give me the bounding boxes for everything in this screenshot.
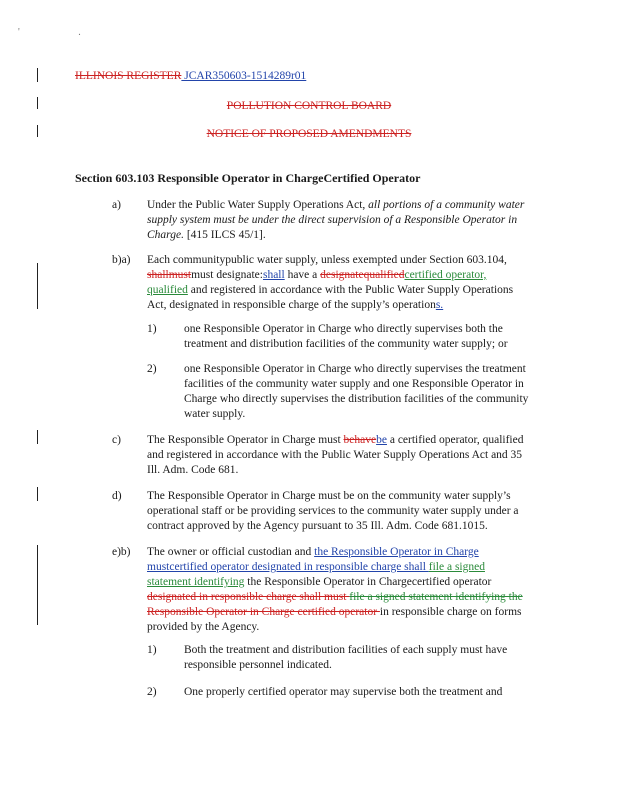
register-inserted: JCAR350603-1514289r01 [181,70,307,82]
scan-specks: ' . [18,27,109,38]
subsection-b-1: 1) one Responsible Operator in Charge who directly supervises both the treatment and distribution facilities of the community water supply; or [147,323,508,350]
subsection-b: b)a) Each communitypublic water supply, unless exempted under Section 603.104, shallmustmust designate:shall have a designatequalifiedcertified operator, qualified and registered in accordance with the Public Water Supply Operations Act, designated in responsible charge of the supply’s operations. [112,254,514,311]
board-header: POLLUTION CONTROL BOARD [226,100,392,112]
subsection-d: d) The Responsible Operator in Charge must be on the community water supply’s operational staff or be providing services to the community water supply under a contract approved by the Agency pursuant to 35 Ill. Adm. Code 681.1015. [112,490,519,532]
change-bar [37,545,38,625]
change-bar [37,68,38,82]
subsection-e-1: 1) Both the treatment and distribution facilities of each supply must have responsible personnel indicated. [147,644,508,671]
notice-header: NOTICE OF PROPOSED AMENDMENTS [206,128,412,140]
change-bar [37,430,38,444]
section-title: Section 603.103 Responsible Operator in ChargeCertified Operator [75,171,421,185]
subsection-e-2: 2) One properly certified operator may supervise both the treatment and [147,686,503,698]
subsection-e: e)b) The owner or official custodian and the Responsible Operator in Charge mustcertified operator designated in responsible charge shall file a signed statement identifying the Responsible Operator in Chargecertified operator designated in responsible charge shall must file a signed statement identifying the Responsible Operator in Charge certified operator in responsible charge on forms provided by the Agency. [112,546,523,633]
subsection-c: c) The Responsible Operator in Charge must behavebe a certified operator, qualified and registered in accordance with the Public Water Supply Operations Act and 35 Ill. Adm. Code 681. [112,434,524,476]
subsection-label: b)a) [112,254,131,266]
change-bar [37,263,38,309]
subsection-a: a) Under the Public Water Supply Operations Act, all portions of a community water supply system must be under the direct supervision of a Responsible Operator in Charge. [415 ILCS 45/1]. [112,199,525,241]
subsection-label: a) [112,199,121,211]
register-deleted: ILLINOIS REGISTER [75,70,182,82]
subsection-b-2: 2) one Responsible Operator in Charge who directly supervises the treatment facilities of the community water supply and one Responsible Operator in Charge who directly supervises the distribution facilities of the community water supply. [147,363,529,420]
register-header [75,70,306,82]
change-bar [37,487,38,501]
